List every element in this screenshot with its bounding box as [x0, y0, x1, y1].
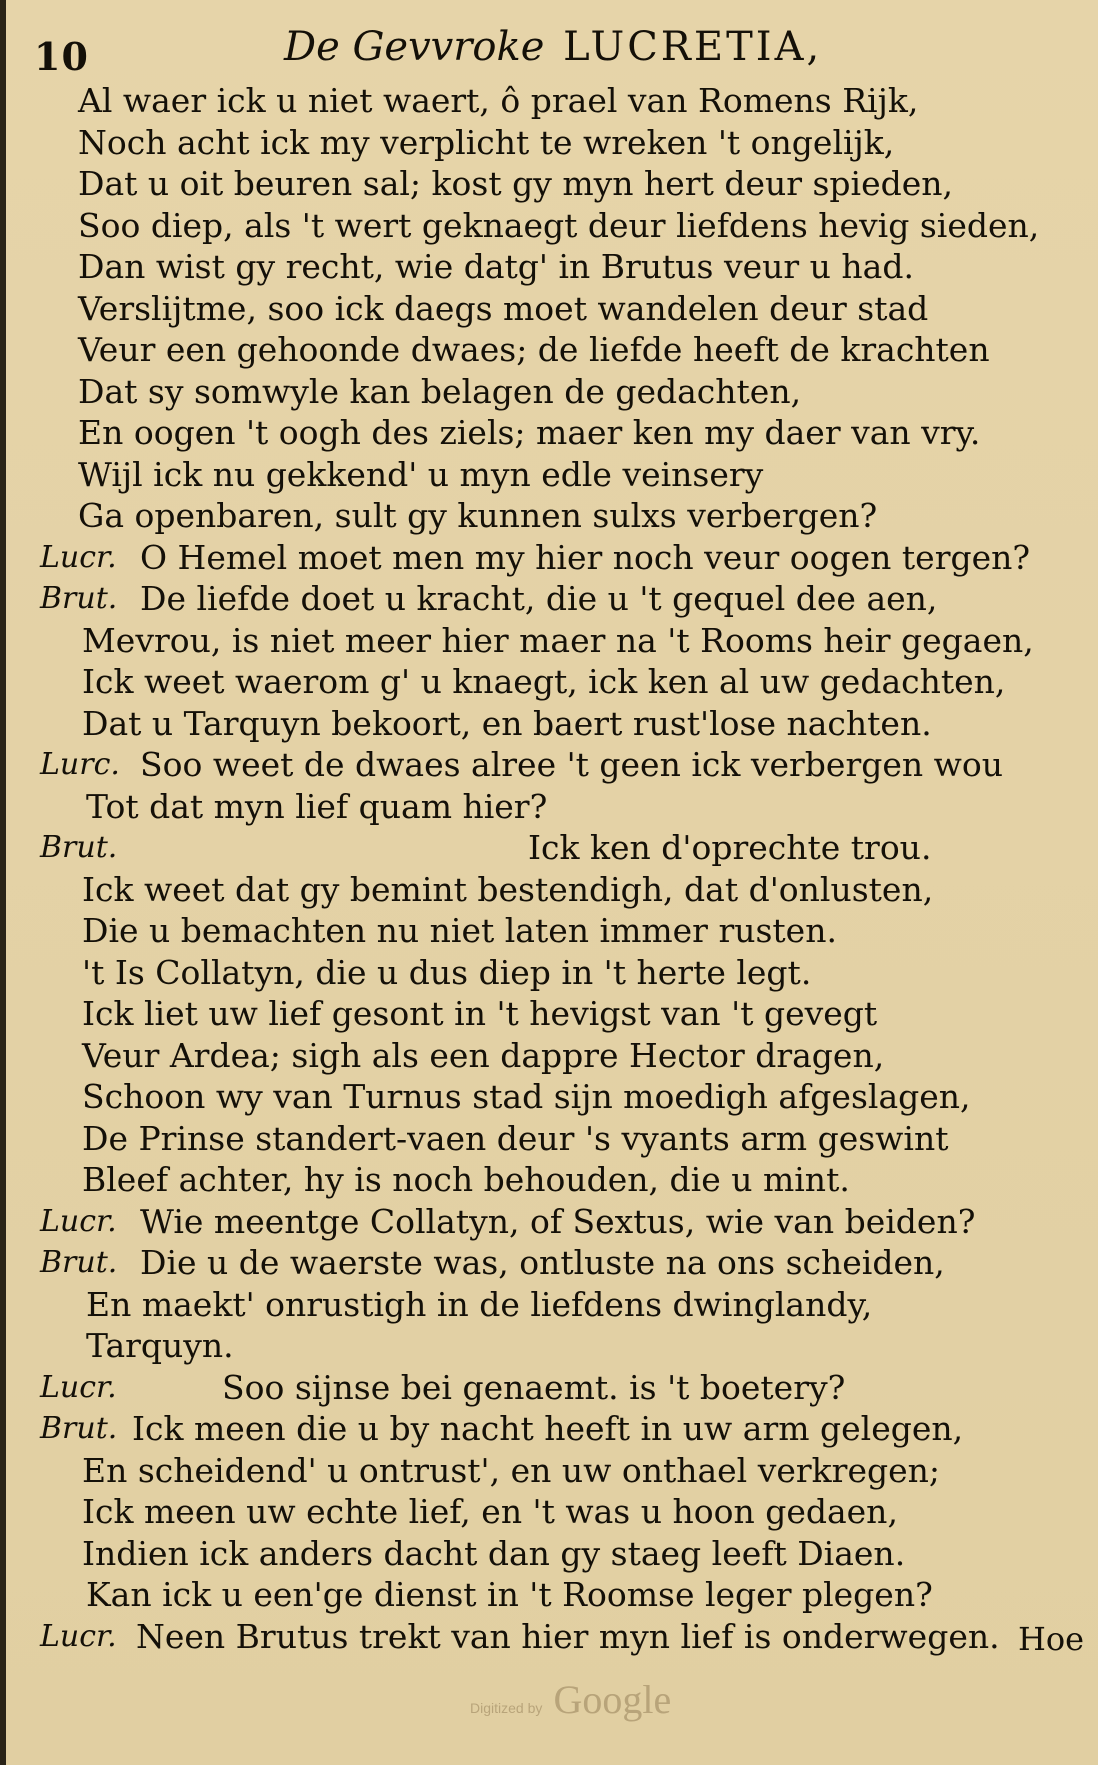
- speaker-label: Brut.: [40, 1245, 118, 1280]
- verse-line: [40, 869, 1080, 911]
- digitized-watermark: [470, 1676, 671, 1723]
- verse-line: [40, 495, 1080, 537]
- verse-line: [40, 910, 1080, 952]
- verse-line: [40, 1242, 1080, 1284]
- verse-text-line: Ick ken d'oprechte trou.: [528, 828, 932, 867]
- running-title-italic: De Gevvroke: [284, 24, 545, 70]
- running-title-caps: LUCRETIA,: [563, 24, 823, 70]
- verse-line: [40, 1574, 1080, 1616]
- verse-text-line: En scheidend' u ontrust', en uw onthael verkregen;: [82, 1450, 940, 1490]
- page-number: 10: [34, 34, 89, 79]
- verse-line: [40, 993, 1080, 1035]
- verse-line: [40, 786, 1080, 828]
- verse-line: [40, 122, 1080, 164]
- verse-text-line: Bleef achter, hy is noch behouden, die u mint.: [82, 1160, 850, 1199]
- verse-line: [40, 412, 1080, 454]
- verse-text-line: 't Is Collatyn, die u dus diep in 't herte legt.: [82, 952, 812, 992]
- speaker-label: Brut.: [40, 1411, 118, 1446]
- verse-text-line: Dat u Tarquyn bekoort, en baert rust'lose nachten.: [82, 703, 932, 743]
- verse-text-line: Ick meen die u by nacht heeft in uw arm gelegen,: [132, 1409, 964, 1448]
- verse-text-line: De liefde doet u kracht, die u 't gequel dee aen,: [140, 579, 938, 618]
- verse-line: [40, 246, 1080, 288]
- verse-line: [40, 1408, 1080, 1450]
- verse-text-line: Kan ick u een'ge dienst in 't Roomse leger plegen?: [86, 1575, 933, 1614]
- verse-line: [40, 1118, 1080, 1160]
- verse-text-line: Mevrou, is niet meer hier maer na 't Rooms heir gegaen,: [82, 620, 1034, 660]
- verse-line: [40, 1616, 1080, 1658]
- verse-line: [40, 1491, 1080, 1533]
- verse-line: [40, 703, 1080, 745]
- verse-text-line: Ick weet dat gy bemint bestendigh, dat d'onlusten,: [82, 869, 934, 909]
- catchword: Hoe: [1018, 1620, 1085, 1658]
- verse-line: [40, 454, 1080, 496]
- page-header: [0, 18, 1098, 78]
- verse-line: [40, 329, 1080, 371]
- speaker-label: Lucr.: [40, 1618, 117, 1654]
- verse-text-line: En oogen 't oogh des ziels; maer ken my daer van vry.: [78, 413, 981, 452]
- verse-text-line: Soo diep, als 't wert geknaegt deur liefdens hevig sieden,: [78, 205, 1040, 245]
- verse-line: [40, 1450, 1080, 1492]
- verse-line: [40, 1201, 1080, 1243]
- verse-text-line: Al waer ick u niet waert, ô prael van Romens Rijk,: [78, 81, 919, 120]
- verse-line: [40, 1159, 1080, 1201]
- verse-text-line: Tarquyn.: [86, 1326, 234, 1365]
- verse-text-line: Dan wist gy recht, wie datg' in Brutus veur u had.: [78, 247, 914, 286]
- verse-text-line: Veur een gehoonde dwaes; de liefde heeft de krachten: [78, 330, 990, 369]
- verse-text-line: Veur Ardea; sigh als een dappre Hector dragen,: [82, 1035, 885, 1075]
- speaker-label: Lucr.: [40, 1203, 117, 1239]
- speaker-label: Brut.: [40, 830, 118, 865]
- verse-line: [40, 661, 1080, 703]
- verse-text-line: Dat sy somwyle kan belagen de gedachten,: [78, 371, 802, 411]
- page-edge: [0, 0, 6, 1765]
- verse-text-line: Verslijtme, soo ick daegs moet wandelen deur stad: [78, 288, 929, 328]
- verse-line: [40, 80, 1080, 122]
- watermark-small-text: Digitized by: [470, 1700, 543, 1716]
- verse-text-line: Indien ick anders dacht dan gy staeg leeft Diaen.: [82, 1533, 906, 1573]
- verse-line: [40, 578, 1080, 620]
- verse-text-line: Noch acht ick my verplicht te wreken 't ongelijk,: [78, 122, 895, 162]
- verse-text-line: Ick liet uw lief gesont in 't hevigst van 't gevegt: [82, 994, 878, 1033]
- verse-line: [40, 537, 1080, 579]
- speaker-label: Lucr.: [40, 1369, 117, 1405]
- verse-text-line: Dat u oit beuren sal; kost gy myn hert deur spieden,: [78, 164, 954, 203]
- verse-text-line: Soo sijnse bei genaemt. is 't boetery?: [222, 1367, 846, 1407]
- speaker-label: Lucr.: [40, 539, 117, 575]
- verse-text-line: Neen Brutus trekt van hier myn lief is onderwegen.: [136, 1616, 1000, 1656]
- verse-text-line: Ga openbaren, sult gy kunnen sulxs verbergen?: [78, 496, 878, 535]
- verse-line: [40, 620, 1080, 662]
- speaker-label: Lurc.: [40, 747, 120, 782]
- verse-line: [40, 371, 1080, 413]
- verse-line: [40, 1325, 1080, 1367]
- verse-line: [40, 205, 1080, 247]
- verse-text: [40, 80, 1080, 1657]
- verse-line: [40, 1533, 1080, 1575]
- verse-text-line: Die u bemachten nu niet laten immer rusten.: [82, 911, 837, 950]
- verse-line: [40, 1284, 1080, 1326]
- running-title: [284, 24, 822, 70]
- verse-text-line: Wie meentge Collatyn, of Sextus, wie van beiden?: [140, 1201, 976, 1241]
- verse-text-line: En maekt' onrustigh in de liefdens dwinglandy,: [86, 1284, 873, 1324]
- verse-line: [40, 288, 1080, 330]
- verse-line: [40, 952, 1080, 994]
- verse-text-line: Ick meen uw echte lief, en 't was u hoon gedaen,: [82, 1492, 898, 1531]
- verse-line: [40, 827, 1080, 869]
- verse-line: [40, 744, 1080, 786]
- verse-text-line: Die u de waerste was, ontluste na ons scheiden,: [140, 1243, 945, 1282]
- verse-text-line: Wijl ick nu gekkend' u myn edle veinsery: [78, 454, 764, 494]
- verse-text-line: Ick weet waerom g' u knaegt, ick ken al uw gedachten,: [82, 662, 1006, 701]
- verse-text-line: Schoon wy van Turnus stad sijn moedigh afgeslagen,: [82, 1077, 971, 1116]
- verse-line: [40, 1367, 1080, 1409]
- verse-line: [40, 163, 1080, 205]
- verse-text-line: O Hemel moet men my hier noch veur oogen tergen?: [140, 537, 1031, 577]
- speaker-label: Brut.: [40, 581, 118, 616]
- verse-text-line: De Prinse standert-vaen deur 's vyants arm geswint: [82, 1118, 949, 1158]
- watermark-brand: Google: [553, 1677, 672, 1722]
- verse-text-line: Soo weet de dwaes alree 't geen ick verbergen wou: [140, 745, 1003, 784]
- verse-text-line: Tot dat myn lief quam hier?: [86, 786, 548, 826]
- verse-line: [40, 1035, 1080, 1077]
- verse-line: [40, 1076, 1080, 1118]
